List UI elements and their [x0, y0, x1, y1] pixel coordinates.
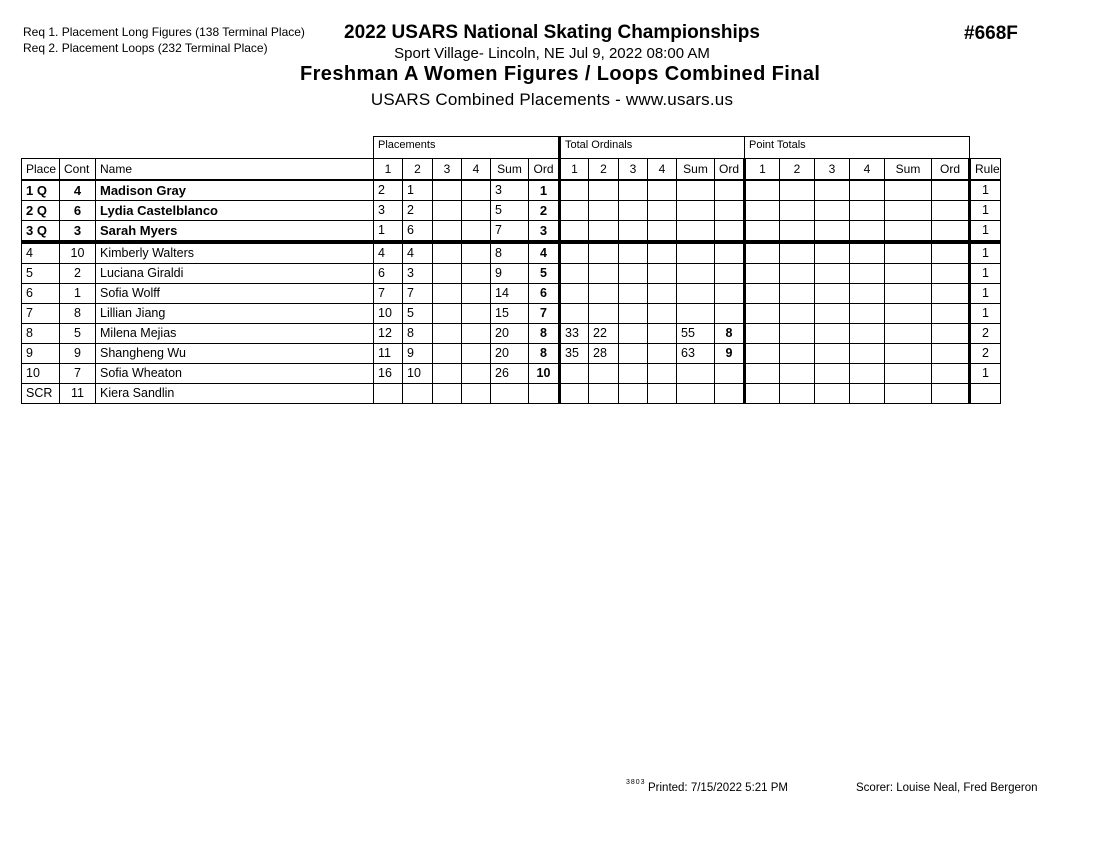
cell-place: 3 Q [22, 221, 60, 243]
cell-qord [932, 304, 970, 324]
cell-q2 [780, 221, 815, 243]
cell-q1 [745, 304, 780, 324]
cell-q4 [850, 221, 885, 243]
cell-qord [932, 364, 970, 384]
cell-qord [932, 221, 970, 243]
cell-p2: 5 [403, 304, 433, 324]
cell-t4 [648, 221, 677, 243]
col-ordinal-sum: Sum [677, 159, 715, 181]
cell-pord: 3 [529, 221, 560, 243]
cell-tsum [677, 264, 715, 284]
cell-place: 2 Q [22, 201, 60, 221]
cell-p3 [433, 180, 462, 201]
cell-psum: 5 [491, 201, 529, 221]
cell-pord: 10 [529, 364, 560, 384]
cell-p2: 4 [403, 242, 433, 264]
cell-tsum [677, 304, 715, 324]
cell-q3 [815, 180, 850, 201]
cell-p3 [433, 242, 462, 264]
cell-psum: 26 [491, 364, 529, 384]
cell-pord: 1 [529, 180, 560, 201]
cell-p1: 4 [374, 242, 403, 264]
cell-t1 [560, 201, 589, 221]
cell-t3 [619, 364, 648, 384]
cell-q1 [745, 242, 780, 264]
cell-pord: 5 [529, 264, 560, 284]
cell-name: Shangheng Wu [96, 344, 374, 364]
cell-t2 [589, 304, 619, 324]
cell-t3 [619, 324, 648, 344]
cell-q3 [815, 242, 850, 264]
cell-name: Milena Mejias [96, 324, 374, 344]
table-row [22, 242, 1001, 264]
table-row [22, 304, 1001, 324]
cell-cont: 8 [60, 304, 96, 324]
cell-tord [715, 284, 745, 304]
cell-psum: 8 [491, 242, 529, 264]
cell-tsum [677, 180, 715, 201]
cell-q4 [850, 344, 885, 364]
cell-q3 [815, 201, 850, 221]
cell-p4 [462, 180, 491, 201]
cell-qord [932, 201, 970, 221]
cell-t2 [589, 384, 619, 404]
cell-q2 [780, 284, 815, 304]
cell-place: 9 [22, 344, 60, 364]
cell-tord [715, 364, 745, 384]
cell-rule: 1 [970, 201, 1001, 221]
group-point-totals: Point Totals [745, 137, 970, 159]
cell-t4 [648, 324, 677, 344]
cell-tsum: 55 [677, 324, 715, 344]
cell-t4 [648, 384, 677, 404]
cell-t2 [589, 201, 619, 221]
event-number: #668F [964, 23, 1018, 44]
col-ordinal-2: 2 [589, 159, 619, 181]
cell-qsum [885, 344, 932, 364]
cell-p4 [462, 344, 491, 364]
col-ordinal-1: 1 [560, 159, 589, 181]
col-placement-2: 2 [403, 159, 433, 181]
cell-cont: 1 [60, 284, 96, 304]
cell-t3 [619, 284, 648, 304]
cell-p3 [433, 344, 462, 364]
table-row [22, 201, 1001, 221]
cell-q3 [815, 384, 850, 404]
cell-tord [715, 180, 745, 201]
table-row [22, 221, 1001, 243]
cell-psum: 3 [491, 180, 529, 201]
cell-tord [715, 221, 745, 243]
col-ordinal-ord: Ord [715, 159, 745, 181]
cell-q4 [850, 384, 885, 404]
col-points-sum: Sum [885, 159, 932, 181]
cell-p2: 2 [403, 201, 433, 221]
table-row [22, 180, 1001, 201]
cell-p1: 12 [374, 324, 403, 344]
cell-tord [715, 264, 745, 284]
cell-pord: 7 [529, 304, 560, 324]
cell-qord [932, 384, 970, 404]
cell-q2 [780, 304, 815, 324]
cell-q2 [780, 180, 815, 201]
cell-t1 [560, 221, 589, 243]
group-placements: Placements [374, 137, 560, 159]
cell-qsum [885, 384, 932, 404]
cell-t1 [560, 180, 589, 201]
cell-p2: 3 [403, 264, 433, 284]
cell-rule: 2 [970, 344, 1001, 364]
col-ordinal-3: 3 [619, 159, 648, 181]
cell-p3 [433, 304, 462, 324]
cell-q1 [745, 201, 780, 221]
cell-t1 [560, 364, 589, 384]
col-placement-sum: Sum [491, 159, 529, 181]
cell-q1 [745, 180, 780, 201]
cell-q1 [745, 264, 780, 284]
requirement-1: Req 1. Placement Long Figures (138 Terminal Place) [23, 25, 305, 39]
cell-tsum [677, 242, 715, 264]
cell-p4 [462, 384, 491, 404]
cell-q1 [745, 324, 780, 344]
cell-p1: 2 [374, 180, 403, 201]
cell-p3 [433, 221, 462, 243]
cell-tsum: 63 [677, 344, 715, 364]
cell-q4 [850, 242, 885, 264]
cell-p3 [433, 264, 462, 284]
cell-q1 [745, 284, 780, 304]
cell-place: 8 [22, 324, 60, 344]
cell-p1: 10 [374, 304, 403, 324]
cell-rule: 1 [970, 221, 1001, 243]
cell-qord [932, 264, 970, 284]
cell-psum: 20 [491, 344, 529, 364]
cell-name: Kimberly Walters [96, 242, 374, 264]
cell-q2 [780, 264, 815, 284]
cell-p1: 11 [374, 344, 403, 364]
cell-rule: 1 [970, 180, 1001, 201]
col-rule: Rule [970, 159, 1001, 181]
cell-t2 [589, 264, 619, 284]
cell-q2 [780, 201, 815, 221]
cell-t3 [619, 242, 648, 264]
cell-p4 [462, 304, 491, 324]
col-points-1: 1 [745, 159, 780, 181]
cell-t3 [619, 180, 648, 201]
cell-p3 [433, 324, 462, 344]
cell-p3 [433, 384, 462, 404]
cell-cont: 6 [60, 201, 96, 221]
cell-q2 [780, 384, 815, 404]
results-table [21, 136, 1001, 404]
table-row [22, 324, 1001, 344]
cell-q4 [850, 284, 885, 304]
cell-p4 [462, 324, 491, 344]
cell-t1: 33 [560, 324, 589, 344]
cell-cont: 9 [60, 344, 96, 364]
cell-qsum [885, 242, 932, 264]
cell-q1 [745, 221, 780, 243]
cell-p2: 9 [403, 344, 433, 364]
cell-p4 [462, 221, 491, 243]
cell-pord: 8 [529, 324, 560, 344]
event-subtitle: USARS Combined Placements - www.usars.us [370, 90, 734, 109]
cell-tord [715, 242, 745, 264]
cell-t1 [560, 264, 589, 284]
cell-q3 [815, 221, 850, 243]
cell-t1 [560, 242, 589, 264]
col-name: Name [96, 159, 374, 181]
cell-t2: 28 [589, 344, 619, 364]
group-total-ordinals: Total Ordinals [560, 137, 745, 159]
cell-tord: 9 [715, 344, 745, 364]
column-header-row [22, 159, 1001, 181]
cell-rule [970, 384, 1001, 404]
cell-t2 [589, 284, 619, 304]
cell-t2 [589, 242, 619, 264]
cell-p1: 6 [374, 264, 403, 284]
cell-name: Madison Gray [96, 180, 374, 201]
table-row [22, 364, 1001, 384]
cell-t3 [619, 221, 648, 243]
scorer-names: Scorer: Louise Neal, Fred Bergeron [856, 782, 1038, 794]
col-placement-3: 3 [433, 159, 462, 181]
cell-tsum [677, 364, 715, 384]
table-row [22, 284, 1001, 304]
cell-psum [491, 384, 529, 404]
cell-place: 5 [22, 264, 60, 284]
cell-t3 [619, 344, 648, 364]
cell-psum: 7 [491, 221, 529, 243]
cell-q3 [815, 324, 850, 344]
cell-tord [715, 201, 745, 221]
cell-tsum [677, 284, 715, 304]
cell-q3 [815, 364, 850, 384]
col-placement-1: 1 [374, 159, 403, 181]
cell-t1: 35 [560, 344, 589, 364]
cell-q2 [780, 364, 815, 384]
cell-qord [932, 180, 970, 201]
cell-cont: 7 [60, 364, 96, 384]
cell-q4 [850, 180, 885, 201]
col-cont: Cont [60, 159, 96, 181]
cell-p2 [403, 384, 433, 404]
cell-q3 [815, 264, 850, 284]
cell-p3 [433, 284, 462, 304]
cell-q4 [850, 304, 885, 324]
cell-t4 [648, 304, 677, 324]
cell-p3 [433, 201, 462, 221]
cell-qsum [885, 364, 932, 384]
col-placement-ord: Ord [529, 159, 560, 181]
cell-qsum [885, 324, 932, 344]
cell-p2: 6 [403, 221, 433, 243]
cell-p1: 7 [374, 284, 403, 304]
cell-cont: 10 [60, 242, 96, 264]
cell-p4 [462, 284, 491, 304]
cell-pord: 4 [529, 242, 560, 264]
cell-q4 [850, 201, 885, 221]
cell-pord [529, 384, 560, 404]
cell-name: Luciana Giraldi [96, 264, 374, 284]
cell-name: Lydia Castelblanco [96, 201, 374, 221]
cell-p4 [462, 242, 491, 264]
cell-q2 [780, 242, 815, 264]
competition-title: 2022 USARS National Skating Championships [344, 22, 760, 43]
cell-p2: 8 [403, 324, 433, 344]
cell-q1 [745, 344, 780, 364]
col-placement-4: 4 [462, 159, 491, 181]
cell-rule: 1 [970, 284, 1001, 304]
cell-cont: 2 [60, 264, 96, 284]
col-ordinal-4: 4 [648, 159, 677, 181]
cell-q4 [850, 364, 885, 384]
cell-q1 [745, 384, 780, 404]
cell-t2 [589, 221, 619, 243]
cell-qsum [885, 180, 932, 201]
cell-p4 [462, 201, 491, 221]
cell-q2 [780, 324, 815, 344]
cell-p2: 1 [403, 180, 433, 201]
cell-q3 [815, 284, 850, 304]
cell-q4 [850, 324, 885, 344]
venue-date: Sport Village- Lincoln, NE Jul 9, 2022 08:00 AM [394, 45, 710, 62]
cell-p2: 7 [403, 284, 433, 304]
cell-tord [715, 384, 745, 404]
cell-t4 [648, 201, 677, 221]
cell-qord [932, 324, 970, 344]
cell-name: Lillian Jiang [96, 304, 374, 324]
cell-rule: 1 [970, 364, 1001, 384]
cell-psum: 15 [491, 304, 529, 324]
cell-name: Sarah Myers [96, 221, 374, 243]
cell-t4 [648, 264, 677, 284]
cell-pord: 6 [529, 284, 560, 304]
cell-p2: 10 [403, 364, 433, 384]
group-header-row [22, 137, 1001, 159]
cell-t3 [619, 264, 648, 284]
cell-t2 [589, 364, 619, 384]
cell-place: 4 [22, 242, 60, 264]
cell-p1 [374, 384, 403, 404]
cell-name: Sofia Wolff [96, 284, 374, 304]
cell-cont: 3 [60, 221, 96, 243]
cell-t4 [648, 180, 677, 201]
cell-rule: 1 [970, 264, 1001, 284]
cell-psum: 20 [491, 324, 529, 344]
cell-cont: 11 [60, 384, 96, 404]
cell-t2: 22 [589, 324, 619, 344]
cell-qsum [885, 304, 932, 324]
cell-pord: 8 [529, 344, 560, 364]
cell-p1: 16 [374, 364, 403, 384]
cell-place: 1 Q [22, 180, 60, 201]
cell-tsum [677, 221, 715, 243]
cell-qord [932, 284, 970, 304]
cell-qsum [885, 284, 932, 304]
cell-t3 [619, 201, 648, 221]
cell-p1: 3 [374, 201, 403, 221]
cell-qsum [885, 221, 932, 243]
cell-tord: 8 [715, 324, 745, 344]
cell-place: 7 [22, 304, 60, 324]
cell-t4 [648, 344, 677, 364]
cell-qord [932, 344, 970, 364]
table-row [22, 384, 1001, 404]
col-points-2: 2 [780, 159, 815, 181]
cell-psum: 9 [491, 264, 529, 284]
printed-timestamp: Printed: 7/15/2022 5:21 PM [648, 782, 789, 794]
cell-place: 10 [22, 364, 60, 384]
cell-tord [715, 304, 745, 324]
cell-t1 [560, 304, 589, 324]
cell-t4 [648, 242, 677, 264]
cell-cont: 4 [60, 180, 96, 201]
cell-t4 [648, 364, 677, 384]
table-row [22, 264, 1001, 284]
cell-tsum [677, 384, 715, 404]
cell-pord: 2 [529, 201, 560, 221]
cell-q1 [745, 364, 780, 384]
event-title: Freshman A Women Figures / Loops Combined Final [300, 63, 821, 85]
cell-p1: 1 [374, 221, 403, 243]
cell-p4 [462, 364, 491, 384]
cell-place: SCR [22, 384, 60, 404]
table-row [22, 344, 1001, 364]
cell-t1 [560, 384, 589, 404]
requirement-2: Req 2. Placement Loops (232 Terminal Place) [23, 41, 268, 55]
cell-t1 [560, 284, 589, 304]
cell-q3 [815, 304, 850, 324]
col-place: Place [22, 159, 60, 181]
cell-rule: 1 [970, 304, 1001, 324]
cell-p4 [462, 264, 491, 284]
cell-t4 [648, 284, 677, 304]
cell-q3 [815, 344, 850, 364]
col-points-4: 4 [850, 159, 885, 181]
cell-qord [932, 242, 970, 264]
footer-code: 3803 [626, 779, 646, 786]
cell-rule: 1 [970, 242, 1001, 264]
cell-t3 [619, 304, 648, 324]
cell-t3 [619, 384, 648, 404]
cell-rule: 2 [970, 324, 1001, 344]
cell-qsum [885, 264, 932, 284]
cell-t2 [589, 180, 619, 201]
col-points-ord: Ord [932, 159, 970, 181]
cell-q4 [850, 264, 885, 284]
cell-cont: 5 [60, 324, 96, 344]
cell-psum: 14 [491, 284, 529, 304]
cell-q2 [780, 344, 815, 364]
cell-place: 6 [22, 284, 60, 304]
cell-name: Kiera Sandlin [96, 384, 374, 404]
cell-p3 [433, 364, 462, 384]
cell-name: Sofia Wheaton [96, 364, 374, 384]
col-points-3: 3 [815, 159, 850, 181]
cell-qsum [885, 201, 932, 221]
cell-tsum [677, 201, 715, 221]
